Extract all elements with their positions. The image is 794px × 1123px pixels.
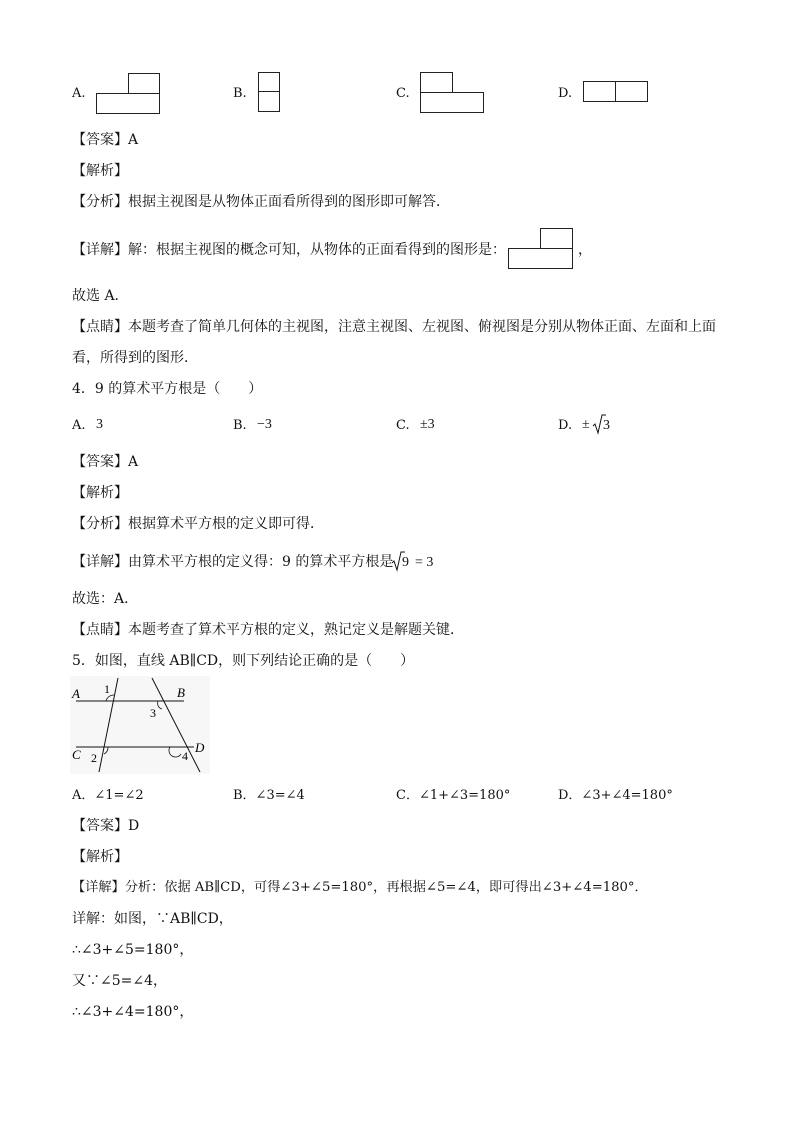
q4-option-d-radicand: 3 [603,418,610,433]
q5-parallel-lines-figure [70,676,210,774]
q3-option-c-label: C. [396,86,410,101]
q4-option-c-value: ±3 [420,417,435,432]
q4-answer: 【答案】A [72,454,139,470]
q3-choose: 故选 A． [72,288,129,304]
label-D: D [195,740,205,755]
q3-answer: 【答案】A [72,132,139,148]
q3-option-b-label: B. [233,86,247,101]
label-C: C [72,747,81,762]
label-angle-3: 3 [150,706,156,720]
q3-xiangjie: 【详解】解：根据主视图的概念可知，从物体的正面看得到的图形是： [72,242,506,258]
q4-option-d-pm: ± [582,417,590,432]
q4-question: 4．9 的算术平方根是（ ） [72,381,263,397]
label-A: A [72,686,80,701]
q5-line2: ∴∠3+∠5=180°， [72,942,194,958]
q5-question: 5．如图，直线 AB∥CD，则下列结论正确的是（ ） [72,653,415,669]
q4-option-b-label: B. [233,418,247,433]
q3-fenxi: 【分析】根据主视图是从物体正面看所得到的图形即可解答． [72,194,450,210]
q5-answer: 【答案】D [72,818,140,834]
q4-analysis-heading: 【解析】 [72,485,128,501]
label-angle-4: 4 [182,749,188,763]
q4-xiangjie-equals: = 3 [415,555,434,570]
label-B: B [177,685,185,700]
q5-xiangjie: 【详解】分析：依据 AB∥CD，可得∠3+∠5=180°，再根据∠5=∠4，即可得出∠3+∠4=180°． [72,880,648,895]
q3-analysis-heading: 【解析】 [72,163,128,179]
q4-xiangjie-radicand: 9 [402,555,409,570]
q5-option-b: B．∠3=∠4 [233,788,305,803]
q5-line4: ∴∠3+∠4=180°， [72,1004,194,1020]
label-angle-1: 1 [104,682,110,696]
q4-xiangjie: 【详解】由算术平方根的定义得：9 的算术平方根是 [72,554,394,570]
q5-option-d: D．∠3+∠4=180° [558,788,673,803]
q5-line1: 详解：如图，∵AB∥CD， [72,911,233,927]
q5-option-a: A．∠1=∠2 [72,788,144,803]
q3-option-d-label: D. [558,86,573,101]
q4-choose: 故选：A． [72,591,139,607]
q4-option-a-value: 3 [96,417,103,432]
label-angle-2: 2 [91,751,97,765]
q3-option-a-label: A. [72,86,86,101]
q3-xiangjie-end: ， [578,242,592,258]
q5-option-c: C．∠1+∠3=180° [396,788,511,803]
q5-line3: 又∵∠5=∠4， [72,973,168,989]
q4-option-b-value: −3 [257,417,272,432]
q4-option-d-label: D. [558,418,573,433]
q4-fenxi: 【分析】根据算术平方根的定义即可得． [72,516,324,532]
q3-dianjing-line2: 看，所得到的图形． [72,350,198,366]
q4-option-a-label: A. [72,418,86,433]
q4-option-c-label: C. [396,418,410,433]
q4-dianjing: 【点睛】本题考查了算术平方根的定义，熟记定义是解题关键． [72,622,464,638]
q5-analysis-heading: 【解析】 [72,849,128,865]
q3-dianjing-line1: 【点睛】本题考查了简单几何体的主视图，注意主视图、左视图、俯视图是分别从物体正面、左面和上面 [72,319,716,335]
